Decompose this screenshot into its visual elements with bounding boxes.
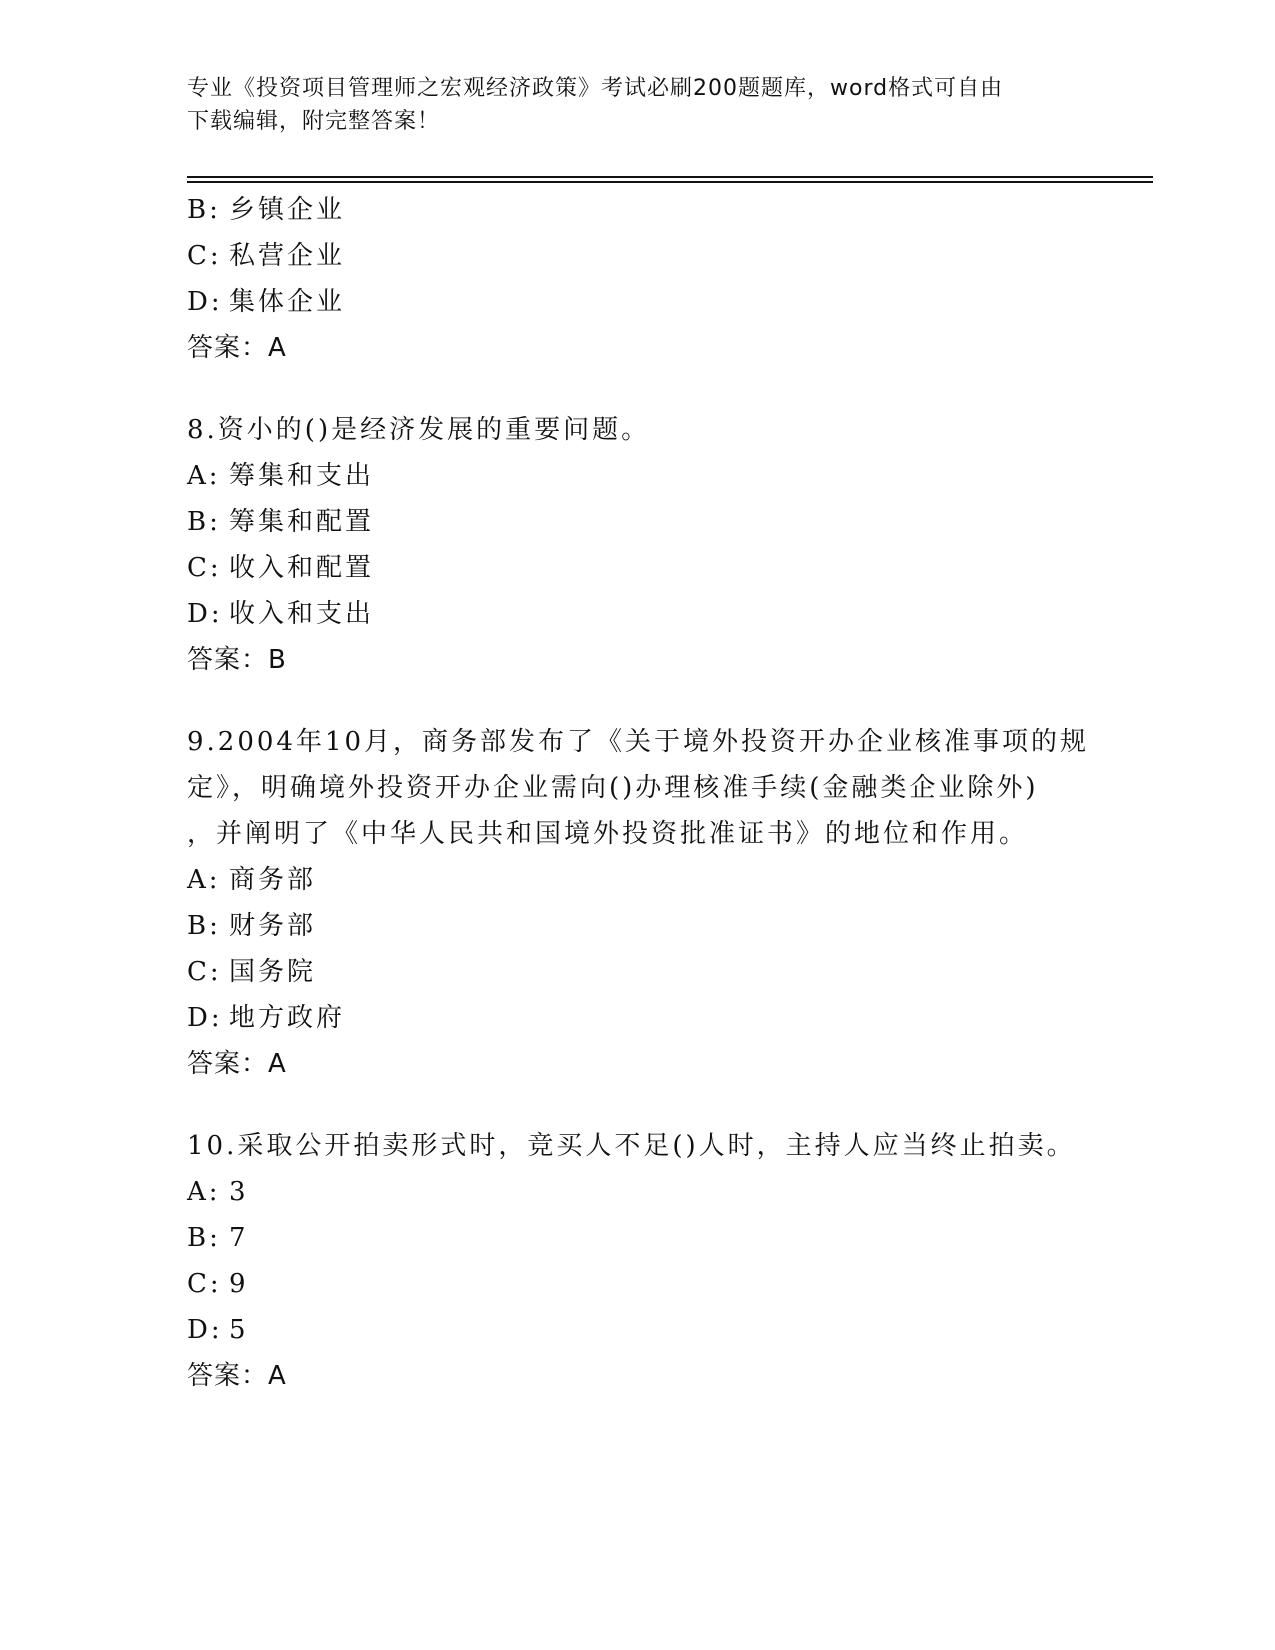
question-list xyxy=(187,187,1090,1399)
header-line-2: 下载编辑，附完整答案！ xyxy=(187,109,441,134)
option-c: C: 9 xyxy=(187,1269,249,1299)
answer: 答案：B xyxy=(187,645,287,675)
option-text: 商务部 xyxy=(229,865,317,895)
header-divider-top xyxy=(187,176,1153,178)
document-header xyxy=(187,72,1087,138)
option-d: D: 集体企业 xyxy=(187,287,346,317)
option-text: 7 xyxy=(229,1223,249,1253)
option-text: 3 xyxy=(229,1177,249,1207)
option-c: C: 国务院 xyxy=(187,957,317,987)
option-d: D: 地方政府 xyxy=(187,1003,346,1033)
option-text: 集体企业 xyxy=(229,287,346,317)
option-a: A: 筹集和支出 xyxy=(187,461,375,491)
option-text: 收入和支出 xyxy=(229,599,375,629)
option-a: A: 商务部 xyxy=(187,865,317,895)
question-stem: 9.2004年10月，商务部发布了《关于境外投资开办企业核准事项的规 定》，明确境外投资开办企业需向()办理核准手续(金融类企业除外) ，并阐明了《中华人民共和国境外投资批准证书》的地位和作用。 xyxy=(187,727,1090,849)
question-8 xyxy=(187,407,1087,683)
option-text: 财务部 xyxy=(229,911,317,941)
option-text: 国务院 xyxy=(229,957,317,987)
question-stem: 10.采取公开拍卖形式时，竞买人不足()人时，主持人应当终止拍卖。 xyxy=(187,1131,1076,1161)
header-line-1: 专业《投资项目管理师之宏观经济政策》考试必刷200题题库，word格式可自由 xyxy=(187,76,1004,101)
option-b: B: 财务部 xyxy=(187,911,317,941)
question-7 xyxy=(187,187,1087,371)
answer: 答案：A xyxy=(187,1049,287,1079)
option-text: 地方政府 xyxy=(229,1003,346,1033)
option-b: B: 筹集和配置 xyxy=(187,507,375,537)
option-d: D: 收入和支出 xyxy=(187,599,375,629)
option-c: C: 收入和配置 xyxy=(187,553,375,583)
option-text: 私营企业 xyxy=(229,241,346,271)
option-b: B: 7 xyxy=(187,1223,249,1253)
question-stem: 8.资小的()是经济发展的重要问题。 xyxy=(187,415,651,445)
option-a: A: 3 xyxy=(187,1177,249,1207)
question-10 xyxy=(187,1123,1087,1399)
option-text: 乡镇企业 xyxy=(229,195,346,225)
option-c: C: 私营企业 xyxy=(187,241,346,271)
option-text: 筹集和配置 xyxy=(229,507,375,537)
option-text: 5 xyxy=(229,1315,249,1345)
option-text: 筹集和支出 xyxy=(229,461,375,491)
option-text: 收入和配置 xyxy=(229,553,375,583)
answer: 答案：A xyxy=(187,333,287,363)
option-b: B: 乡镇企业 xyxy=(187,195,346,225)
header-divider-bottom xyxy=(187,181,1153,183)
question-9 xyxy=(187,719,1090,1087)
answer: 答案：A xyxy=(187,1361,287,1391)
option-d: D: 5 xyxy=(187,1315,249,1345)
option-text: 9 xyxy=(229,1269,249,1299)
